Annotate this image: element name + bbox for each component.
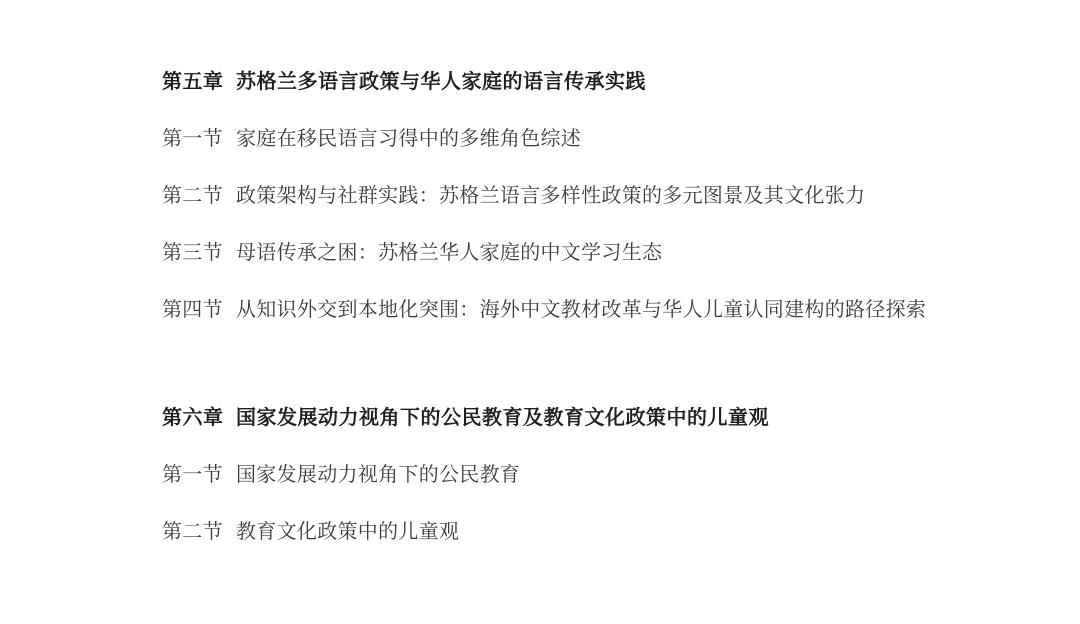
section-number: 第二节 — [162, 521, 223, 543]
section-number: 第一节 — [162, 128, 223, 150]
chapter-title: 国家发展动力视角下的公民教育及教育文化政策中的儿童观 — [236, 407, 769, 429]
section-row — [162, 518, 1000, 546]
chapter-title: 苏格兰多语言政策与华人家庭的语言传承实践 — [236, 71, 646, 93]
section-title: 母语传承之困：苏格兰华人家庭的中文学习生态 — [236, 242, 663, 264]
chapter-group-5 — [162, 68, 1000, 324]
section-number: 第一节 — [162, 464, 223, 486]
section-row — [162, 125, 1000, 153]
table-of-contents — [162, 68, 1000, 575]
section-title: 从知识外交到本地化突围：海外中文教材改革与华人儿童认同建构的路径探索 — [236, 299, 927, 321]
chapter-heading — [162, 68, 1000, 96]
chapter-heading — [162, 404, 1000, 432]
section-row — [162, 182, 1000, 210]
chapter-group-6 — [162, 404, 1000, 546]
section-row — [162, 461, 1000, 489]
section-number: 第三节 — [162, 242, 223, 264]
section-number: 第四节 — [162, 299, 223, 321]
section-row — [162, 239, 1000, 267]
chapter-number: 第五章 — [162, 71, 224, 93]
chapter-number: 第六章 — [162, 407, 224, 429]
section-number: 第二节 — [162, 185, 223, 207]
section-title: 教育文化政策中的儿童观 — [236, 521, 460, 543]
section-row — [162, 296, 1000, 324]
section-title: 家庭在移民语言习得中的多维角色综述 — [236, 128, 582, 150]
section-title: 国家发展动力视角下的公民教育 — [236, 464, 521, 486]
section-title: 政策架构与社群实践：苏格兰语言多样性政策的多元图景及其文化张力 — [236, 185, 866, 207]
